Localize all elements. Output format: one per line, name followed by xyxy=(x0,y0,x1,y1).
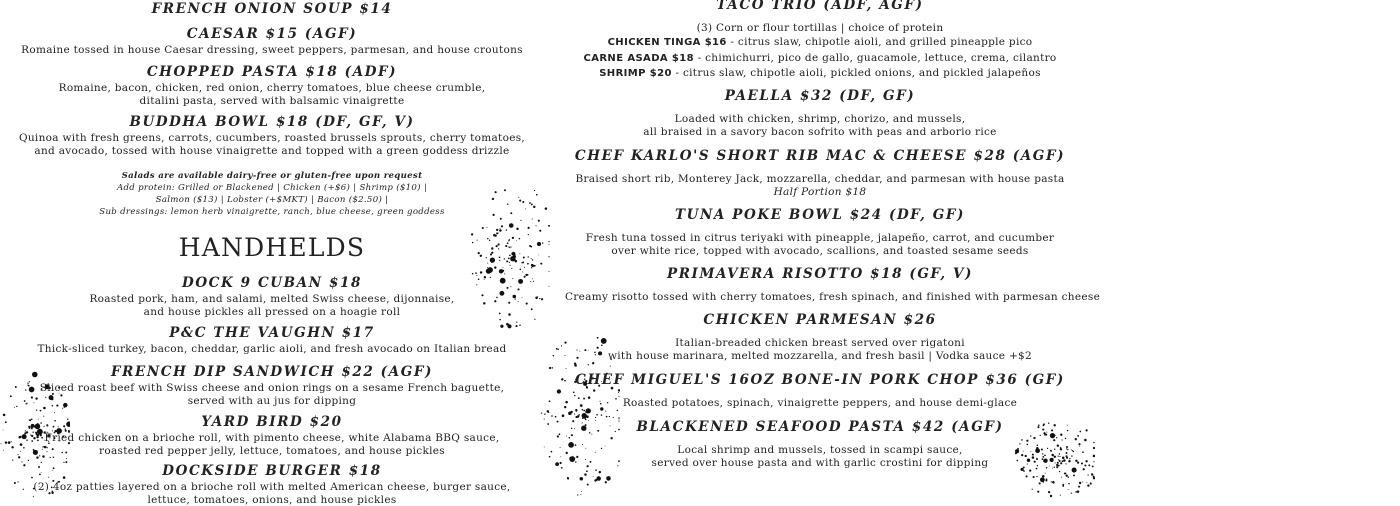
ink-dot xyxy=(1040,477,1045,482)
ink-dot xyxy=(519,268,521,270)
dish-title: TUNA POKE BOWL $24 (DF, GF) xyxy=(565,207,1075,224)
ink-dot xyxy=(557,421,559,423)
dish-description: Fried chicken on a brioche roll, with pimento cheese, white Alabama BBQ sauce, xyxy=(12,432,532,445)
menu-item xyxy=(12,114,532,157)
ink-dot xyxy=(538,255,539,256)
dish-title: CHICKEN PARMESAN $26 xyxy=(565,312,1075,329)
ink-dot xyxy=(1081,462,1083,464)
ink-dot xyxy=(524,267,525,268)
ink-dot xyxy=(534,190,535,191)
ink-dot xyxy=(575,409,577,411)
ink-dot xyxy=(1036,476,1037,477)
dish-title: P&C THE VAUGHN $17 xyxy=(12,325,532,342)
menu-item xyxy=(565,88,1075,138)
ink-dot xyxy=(540,263,542,265)
ink-dot xyxy=(595,479,597,481)
ink-dot xyxy=(541,412,542,413)
ink-dot xyxy=(561,467,563,469)
ink-dot xyxy=(500,228,501,229)
menu-item xyxy=(12,364,532,407)
ink-dot xyxy=(553,355,555,357)
ink-dot xyxy=(557,389,561,393)
ink-dot xyxy=(1079,482,1081,484)
ink-dot xyxy=(539,298,540,299)
half-portion-price: Half Portion $18 xyxy=(565,186,1075,199)
ink-dot xyxy=(596,414,598,416)
ink-dot xyxy=(12,460,13,461)
ink-dot xyxy=(62,408,63,409)
ink-dot xyxy=(499,319,501,321)
ink-dot xyxy=(1093,461,1094,462)
ink-dot xyxy=(1043,482,1044,483)
ink-dot xyxy=(549,400,551,402)
ink-dot xyxy=(599,471,601,473)
taco-option-desc: - citrus slaw, chipotle aioli, and grilled pineapple pico xyxy=(727,36,1033,48)
salad-note-line: Add protein: Grilled or Blackened | Chicken (+$6) | Shrimp ($10) | xyxy=(12,182,532,194)
dish-description: Roasted pork, ham, and salami, melted Swiss cheese, dijonnaise, xyxy=(12,293,532,306)
ink-dot xyxy=(586,470,588,472)
ink-dot xyxy=(545,207,548,210)
ink-dot xyxy=(541,298,543,300)
menu-item xyxy=(12,325,532,356)
dish-description: Loaded with chicken, shrimp, chorizo, and mussels, xyxy=(565,113,1075,126)
ink-dot xyxy=(560,462,562,464)
ink-dot xyxy=(527,263,529,265)
ink-dot xyxy=(613,417,614,418)
ink-dot xyxy=(1032,489,1033,490)
ink-dot xyxy=(482,227,484,229)
ink-dot xyxy=(496,229,498,231)
ink-dot xyxy=(584,473,586,475)
dish-description: Romaine tossed in house Caesar dressing, sweet peppers, parmesan, and house croutons xyxy=(12,44,532,57)
dish-title: DOCKSIDE BURGER $18 xyxy=(12,463,532,480)
ink-dot xyxy=(534,319,535,320)
ink-dot xyxy=(1077,435,1079,437)
ink-dot xyxy=(509,223,514,228)
ink-dot xyxy=(531,264,534,267)
ink-dot xyxy=(610,366,611,367)
dish-title: TACO TRIO (ADF, AGF) xyxy=(565,0,1075,14)
dish-description: Creamy risotto tossed with cherry tomatoes, fresh spinach, and finished with parmesan cheese xyxy=(565,291,1075,304)
menu-item xyxy=(12,275,532,318)
ink-dot xyxy=(506,229,507,230)
ink-dot xyxy=(494,266,496,268)
ink-dot xyxy=(555,416,557,418)
ink-dot xyxy=(1079,431,1081,433)
ink-dot xyxy=(560,447,561,448)
ink-dot xyxy=(1059,471,1060,472)
ink-dot xyxy=(568,412,572,416)
ink-dot xyxy=(516,321,517,322)
ink-dot xyxy=(605,481,607,483)
salad-note-line: Salmon ($13) | Lobster (+$MKT) | Bacon ($2.50) | xyxy=(12,194,532,206)
ink-dot xyxy=(551,415,553,417)
ink-dot xyxy=(574,364,577,367)
ink-dot xyxy=(527,227,529,229)
ink-dot xyxy=(552,367,553,368)
dish-title: BLACKENED SEAFOOD PASTA $42 (AGF) xyxy=(565,419,1075,436)
ink-dot xyxy=(1052,481,1055,484)
ink-dot xyxy=(1042,475,1045,478)
dish-description: Thick-sliced turkey, bacon, cheddar, garlic aioli, and fresh avocado on Italian bread xyxy=(12,343,532,356)
dish-description: (2) 4oz patties layered on a brioche roll with melted American cheese, burger sauce, xyxy=(12,481,532,494)
dish-title: CHEF KARLO'S SHORT RIB MAC & CHEESE $28 (AGF) xyxy=(565,148,1075,165)
ink-dot xyxy=(535,225,536,226)
ink-dot xyxy=(1050,495,1052,497)
section-title-handhelds: HANDHELDS xyxy=(12,233,532,263)
ink-dot xyxy=(561,345,562,346)
ink-dot xyxy=(1079,446,1080,447)
dish-description: Local shrimp and mussels, tossed in scampi sauce, xyxy=(565,444,1075,457)
dish-title: CHOPPED PASTA $18 (ADF) xyxy=(12,64,532,81)
dish-description: and avocado, tossed with house vinaigrette and topped with a green goddess drizzle xyxy=(12,145,532,158)
ink-dot xyxy=(487,267,488,268)
ink-dot xyxy=(1075,491,1077,493)
ink-dot xyxy=(1083,468,1085,470)
ink-dot xyxy=(1087,474,1088,475)
ink-dot xyxy=(1037,491,1039,493)
ink-dot xyxy=(592,362,594,364)
dish-title: DOCK 9 CUBAN $18 xyxy=(12,275,532,292)
ink-dot xyxy=(1087,484,1089,486)
ink-dot xyxy=(538,220,540,222)
ink-dot xyxy=(1086,429,1088,431)
menu-item xyxy=(565,312,1075,362)
ink-dot xyxy=(43,407,46,410)
ink-dot xyxy=(1092,465,1094,467)
ink-dot xyxy=(8,441,11,444)
ink-dot xyxy=(593,476,594,477)
ink-dot xyxy=(537,242,541,246)
ink-dot xyxy=(14,407,15,408)
ink-dot xyxy=(501,225,503,227)
ink-dot xyxy=(549,271,550,272)
ink-dot xyxy=(1066,475,1068,477)
dish-description: (3) Corn or flour tortillas | choice of protein xyxy=(565,21,1075,35)
ink-dot xyxy=(1093,442,1094,443)
ink-dot xyxy=(585,411,587,413)
ink-dot xyxy=(1091,473,1093,475)
taco-option-name: CARNE ASADA $18 xyxy=(583,53,694,64)
ink-dot xyxy=(5,441,7,443)
ink-dot xyxy=(1093,455,1095,458)
ink-dot xyxy=(557,435,559,437)
menu-item xyxy=(565,148,1075,198)
taco-option xyxy=(565,66,1075,82)
taco-option-name: SHRIMP $20 xyxy=(599,68,672,79)
dish-description: and house pickles all pressed on a hoagie roll xyxy=(12,306,532,319)
ink-dot xyxy=(36,410,37,411)
dish-title: PAELLA $32 (DF, GF) xyxy=(565,88,1075,105)
dish-title: FRENCH ONION SOUP $14 xyxy=(12,1,532,18)
ink-dot xyxy=(40,410,42,412)
ink-dot xyxy=(1062,484,1064,486)
ink-dot xyxy=(533,281,534,282)
ink-dot xyxy=(609,416,610,417)
ink-dot xyxy=(581,491,582,492)
salad-note-heading: Salads are available dairy-free or gluten-free upon request xyxy=(12,170,532,182)
ink-dot xyxy=(487,227,488,228)
ink-dot xyxy=(580,477,584,481)
ink-dot xyxy=(595,417,596,418)
ink-dot xyxy=(548,241,549,242)
ink-dot xyxy=(0,443,1,444)
dish-title: CHEF MIGUEL'S 16OZ BONE-IN PORK CHOP $36 (GF) xyxy=(565,372,1075,389)
salad-note-line: Sub dressings: lemon herb vinaigrette, ranch, blue cheese, green goddess xyxy=(12,206,532,218)
menu-item xyxy=(565,266,1075,304)
ink-dot xyxy=(588,364,589,365)
taco-option xyxy=(565,35,1075,51)
ink-dot xyxy=(480,271,482,273)
ink-dot xyxy=(1051,481,1052,482)
ink-dot xyxy=(560,456,561,457)
ink-dot xyxy=(1048,491,1050,493)
ink-dot xyxy=(556,348,558,350)
ink-dot xyxy=(617,410,618,411)
ink-dot xyxy=(1033,476,1035,478)
ink-dot xyxy=(583,410,585,412)
ink-dot xyxy=(548,412,549,413)
ink-dot xyxy=(500,218,502,220)
ink-dot xyxy=(601,414,602,415)
dish-description: Romaine, bacon, chicken, red onion, cherry tomatoes, blue cheese crumble, xyxy=(12,82,532,95)
ink-dot xyxy=(566,368,567,369)
taco-option-name: CHICKEN TINGA $16 xyxy=(608,37,727,48)
ink-dot xyxy=(1078,443,1080,445)
ink-dot xyxy=(1060,495,1061,496)
dish-description: ditalini pasta, served with balsamic vinaigrette xyxy=(12,95,532,108)
ink-dot xyxy=(1064,473,1066,475)
ink-dot xyxy=(567,477,569,479)
ink-dot xyxy=(532,218,533,219)
ink-dot xyxy=(1075,460,1077,462)
ink-dot xyxy=(499,229,502,232)
ink-dot xyxy=(1085,460,1087,462)
ink-dot xyxy=(595,469,597,471)
dish-description: Fresh tuna tossed in citrus teriyaki with pineapple, jalapeño, carrot, and cucumber xyxy=(565,232,1075,245)
menu-item-taco xyxy=(565,0,1075,82)
ink-dot xyxy=(3,430,4,431)
menu-item xyxy=(565,419,1075,469)
ink-dot xyxy=(606,416,608,418)
dish-title: PRIMAVERA RISOTTO $18 (GF, V) xyxy=(565,266,1075,283)
ink-dot xyxy=(555,462,559,466)
ink-dot xyxy=(544,418,545,419)
menu-item xyxy=(12,414,532,457)
ink-dot xyxy=(1090,482,1092,484)
dish-description: Sliced roast beef with Swiss cheese and onion rings on a sesame French baguette, xyxy=(12,382,532,395)
ink-dot xyxy=(533,206,535,208)
ink-dot xyxy=(1029,469,1031,471)
ink-dot xyxy=(542,242,543,243)
ink-dot xyxy=(50,457,51,458)
ink-dot xyxy=(548,225,550,227)
taco-option xyxy=(565,51,1075,67)
ink-dot xyxy=(562,414,565,417)
ink-dot xyxy=(1068,489,1069,490)
ink-dot xyxy=(544,413,545,414)
ink-dot xyxy=(549,456,551,458)
ink-dot xyxy=(536,194,538,196)
ink-dot xyxy=(1039,482,1041,484)
ink-dot xyxy=(1093,447,1095,449)
ink-dot xyxy=(549,286,550,287)
dish-title: FRENCH DIP SANDWICH $22 (AGF) xyxy=(12,364,532,381)
dish-title: CAESAR $15 (AGF) xyxy=(12,26,532,43)
ink-dot xyxy=(522,271,523,272)
dish-description: over white rice, topped with avocado, scallions, and toasted sesame seeds xyxy=(565,245,1075,258)
ink-dot xyxy=(1082,451,1084,453)
ink-dot xyxy=(587,411,588,412)
ink-dot xyxy=(575,416,577,418)
ink-dot xyxy=(535,297,538,300)
ink-dot xyxy=(551,451,553,453)
ink-dot xyxy=(1061,477,1062,478)
ink-dot xyxy=(501,270,502,271)
ink-dot xyxy=(558,349,559,350)
ink-dot xyxy=(580,494,581,495)
menu-item xyxy=(565,207,1075,257)
ink-dot xyxy=(549,244,550,245)
ink-dot xyxy=(1023,470,1025,472)
ink-dot xyxy=(503,267,504,268)
ink-dot xyxy=(1026,475,1028,477)
ink-dot xyxy=(549,367,551,369)
ink-dot xyxy=(1077,490,1080,493)
ink-dot xyxy=(531,267,532,268)
ink-dot xyxy=(539,230,541,232)
ink-dot xyxy=(587,484,589,486)
ink-dot xyxy=(605,411,606,412)
taco-option-desc: - chimichurri, pico de gallo, guacamole, lettuce, crema, cilantro xyxy=(694,52,1057,64)
taco-option-desc: - citrus slaw, chipotle aioli, pickled onions, and pickled jalapeños xyxy=(672,67,1041,79)
dish-description: lettuce, tomatoes, onions, and house pickles xyxy=(12,494,532,506)
ink-dot xyxy=(561,378,563,380)
salad-note xyxy=(12,170,532,218)
ink-dot xyxy=(1077,461,1079,463)
dish-description: with house marinara, melted mozzarella, and fresh basil | Vodka sauce +$2 xyxy=(565,350,1075,363)
dish-description: Roasted potatoes, spinach, vinaigrette peppers, and house demi-glace xyxy=(565,397,1075,410)
ink-dot xyxy=(3,450,4,451)
ink-dot xyxy=(511,268,512,269)
menu-item xyxy=(565,372,1075,410)
ink-dot xyxy=(516,228,518,230)
ink-dot xyxy=(1087,482,1088,483)
ink-dot xyxy=(1084,439,1087,442)
ink-dot xyxy=(1078,486,1080,488)
ink-dot xyxy=(1071,492,1072,493)
dish-description: served over house pasta and with garlic crostini for dipping xyxy=(565,457,1075,470)
ink-dot xyxy=(532,278,533,279)
ink-dot xyxy=(510,265,511,266)
ink-dot xyxy=(3,414,6,417)
dish-description: Italian-breaded chicken breast served over rigatoni xyxy=(565,337,1075,350)
ink-dot xyxy=(28,460,29,461)
ink-dot xyxy=(544,446,545,447)
ink-dot xyxy=(1088,464,1090,466)
ink-dot xyxy=(1045,473,1046,474)
ink-dot xyxy=(475,272,477,274)
ink-dot xyxy=(1068,483,1070,485)
ink-dot xyxy=(520,220,521,221)
ink-dot xyxy=(1073,474,1075,476)
ink-dot xyxy=(577,494,578,495)
dish-description: Quinoa with fresh greens, carrots, cucumbers, roasted brussels sprouts, cherry tomatoes, xyxy=(12,132,532,145)
ink-dot xyxy=(1082,481,1083,482)
menu-item xyxy=(12,64,532,107)
ink-dot xyxy=(486,268,491,273)
dish-description: served with au jus for dipping xyxy=(12,395,532,408)
ink-dot xyxy=(1068,476,1069,477)
ink-dot xyxy=(559,433,561,435)
dish-description: Braised short rib, Monterey Jack, mozzarella, cheddar, and parmesan with house pasta xyxy=(565,173,1075,186)
ink-dot xyxy=(532,259,533,260)
ink-dot xyxy=(502,270,504,272)
dish-title: BUDDHA BOWL $18 (DF, GF, V) xyxy=(12,114,532,131)
ink-dot xyxy=(5,421,7,423)
ink-dot xyxy=(1084,464,1086,466)
ink-dot xyxy=(66,458,67,459)
menu-item xyxy=(12,1,532,18)
ink-dot xyxy=(606,476,611,481)
ink-dot xyxy=(548,256,549,257)
ink-dot xyxy=(547,423,549,425)
dish-description: all braised in a savory bacon sofrito with peas and arborio rice xyxy=(565,126,1075,139)
ink-dot xyxy=(574,414,575,415)
dish-description: roasted red pepper jelly, lettuce, tomatoes, and house pickles xyxy=(12,445,532,458)
menu-item xyxy=(12,26,532,57)
ink-dot xyxy=(537,296,538,297)
ink-dot xyxy=(1045,479,1047,481)
dish-title: YARD BIRD $20 xyxy=(12,414,532,431)
ink-dot xyxy=(582,413,587,418)
ink-dot xyxy=(578,414,580,416)
